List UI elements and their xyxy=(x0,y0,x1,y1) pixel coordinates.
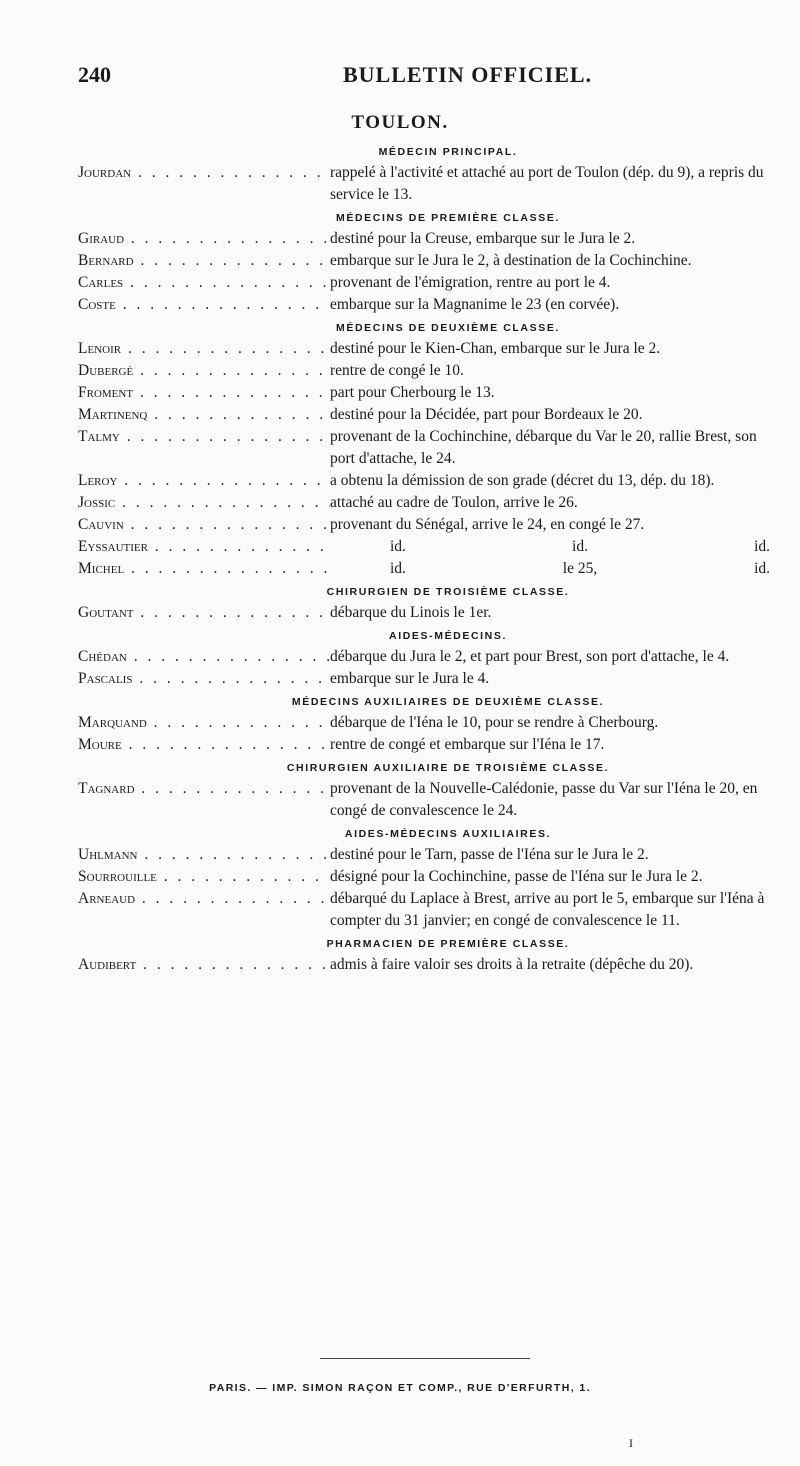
entry-name: Pascalis . . . xyxy=(78,668,330,690)
entry-text: rappelé à l'activité et attaché au port de Toulon (dép. du 9), a repris du service le 13. xyxy=(330,164,764,203)
entry-name: Carles . . . xyxy=(78,272,330,294)
list-item xyxy=(78,228,778,250)
entry-text: provenant du Sénégal, arrive le 24, en congé le 27. xyxy=(330,516,645,533)
entry-name: Chédan . . . xyxy=(78,646,330,668)
date-value: le 25, xyxy=(562,560,598,577)
entry-text: embarque sur la Magnanime le 23 (en corvée). xyxy=(330,296,620,313)
entry-text: destiné pour la Creuse, embarque sur le Jura le 2. xyxy=(330,230,636,247)
entry-text: débarqué du Laplace à Brest, arrive au port le 5, embarque sur l'Iéna à compter du 31 janvier; en congé de convalescence le 11. xyxy=(330,890,765,929)
entry-name: Uhlmann . . . xyxy=(78,844,330,866)
entry-text: débarque de l'Iéna le 10, pour se rendre à Cherbourg. xyxy=(330,714,659,731)
entry-text: débarque du Jura le 2, et part pour Brest, son port d'attache, le 4. xyxy=(330,648,730,665)
signature-mark: I xyxy=(629,1436,633,1450)
entry-text: embarque sur le Jura le 2, à destination de la Cochinchine. xyxy=(330,252,692,269)
entry-text: part pour Cherbourg le 13. xyxy=(330,384,495,401)
list-item xyxy=(78,360,778,382)
ditto-mark: id. xyxy=(572,538,588,555)
entry-text: désigné pour la Cochinchine, passe de l'Iéna sur le Jura le 2. xyxy=(330,868,703,885)
list-item xyxy=(78,954,778,976)
entry-name: Froment . . . xyxy=(78,382,330,404)
list-item xyxy=(78,338,778,360)
ditto-mark: id. xyxy=(754,560,770,577)
entry-text xyxy=(330,558,778,580)
list-item xyxy=(78,250,778,272)
entry-text: embarque sur le Jura le 4. xyxy=(330,670,490,687)
list-item xyxy=(78,536,778,558)
entry-name: Sourrouille . . . xyxy=(78,866,330,888)
entry-name: Eyssautier . . . xyxy=(78,536,330,558)
entry-text: provenant de la Nouvelle-Calédonie, passe du Var sur l'Iéna le 20, en congé de convalescence le 24. xyxy=(330,780,758,819)
entry-name: Giraud . . . xyxy=(78,228,330,250)
printer-imprint: PARIS. — IMP. SIMON RAÇON ET COMP., RUE D'ERFURTH, 1. xyxy=(209,1382,591,1394)
entry-name: Talmy . . . xyxy=(78,426,330,470)
section-title: MÉDECINS DE DEUXIÈME CLASSE. xyxy=(336,322,560,334)
entry-text: destiné pour la Décidée, part pour Bordeaux le 20. xyxy=(330,406,643,423)
list-item xyxy=(78,426,778,470)
city-heading: TOULON. xyxy=(351,112,449,133)
running-title: BULLETIN OFFICIEL. xyxy=(343,62,593,87)
entry-name: Dubergé . . . xyxy=(78,360,330,382)
list-item xyxy=(78,470,778,492)
list-item xyxy=(78,888,778,932)
list-item xyxy=(78,294,778,316)
list-item xyxy=(78,668,778,690)
entry-text xyxy=(330,536,778,558)
ditto-mark: id. xyxy=(390,538,406,555)
entry-name: Audibert . . . xyxy=(78,954,330,976)
list-item xyxy=(78,866,778,888)
entry-text: rentre de congé le 10. xyxy=(330,362,464,379)
list-item xyxy=(78,646,778,668)
entry-text: débarque du Linois le 1er. xyxy=(330,604,492,621)
entry-text: destiné pour le Tarn, passe de l'Iéna sur le Jura le 2. xyxy=(330,846,649,863)
ditto-mark: id. xyxy=(754,538,770,555)
entry-name: Arneaud . . . xyxy=(78,888,330,932)
section-title: MÉDECINS DE PREMIÈRE CLASSE. xyxy=(336,212,560,224)
page-number: 240 xyxy=(78,62,111,87)
entry-name: Michel . . . xyxy=(78,558,330,580)
section-title: PHARMACIEN DE PREMIÈRE CLASSE. xyxy=(326,938,570,950)
section-title: CHIRURGIEN AUXILIAIRE DE TROISIÈME CLASSE. xyxy=(286,762,610,774)
entry-name: Goutant . . . xyxy=(78,602,330,624)
document-body xyxy=(78,140,778,976)
entry-text: rentre de congé et embarque sur l'Iéna le 17. xyxy=(330,736,605,753)
section-title: AIDES-MÉDECINS. xyxy=(389,630,507,642)
entry-text: admis à faire valoir ses droits à la retraite (dépêche du 20). xyxy=(330,956,694,973)
list-item xyxy=(78,404,778,426)
entry-name: Marquand . . . xyxy=(78,712,330,734)
list-item xyxy=(78,514,778,536)
section-title: CHIRURGIEN DE TROISIÈME CLASSE. xyxy=(326,586,570,598)
entry-name: Lenoir . . . xyxy=(78,338,330,360)
entry-name: Bernard . . . xyxy=(78,250,330,272)
list-item xyxy=(78,602,778,624)
page-header xyxy=(78,62,728,98)
entry-name: Martinenq . . . xyxy=(78,404,330,426)
list-item xyxy=(78,844,778,866)
entry-name: Jourdan . . . xyxy=(78,162,330,206)
section-title: AIDES-MÉDECINS AUXILIAIRES. xyxy=(344,828,552,840)
list-item xyxy=(78,712,778,734)
entry-name: Leroy . . . xyxy=(78,470,330,492)
entry-name: Jossic . . . xyxy=(78,492,330,514)
entry-text: destiné pour le Kien-Chan, embarque sur le Jura le 2. xyxy=(330,340,661,357)
list-item xyxy=(78,272,778,294)
entry-name: Moure . . . xyxy=(78,734,330,756)
list-item xyxy=(78,558,778,580)
list-item xyxy=(78,778,778,822)
footer-rule xyxy=(320,1358,530,1359)
list-item xyxy=(78,382,778,404)
entry-text: attaché au cadre de Toulon, arrive le 26. xyxy=(330,494,578,511)
list-item xyxy=(78,734,778,756)
entry-text: provenant de l'émigration, rentre au port le 4. xyxy=(330,274,611,291)
list-item xyxy=(78,162,778,206)
list-item xyxy=(78,492,778,514)
entry-text: provenant de la Cochinchine, débarque du Var le 20, rallie Brest, son port d'attache, le 24. xyxy=(330,428,757,467)
section-title: MÉDECIN PRINCIPAL. xyxy=(378,146,518,158)
entry-name: Coste . . . xyxy=(78,294,330,316)
ditto-mark: id. xyxy=(390,560,406,577)
entry-text: a obtenu la démission de son grade (décret du 13, dép. du 18). xyxy=(330,472,715,489)
entry-name: Cauvin . . . xyxy=(78,514,330,536)
entry-name: Tagnard . . . xyxy=(78,778,330,822)
section-title: MÉDECINS AUXILIAIRES DE DEUXIÈME CLASSE. xyxy=(291,696,605,708)
